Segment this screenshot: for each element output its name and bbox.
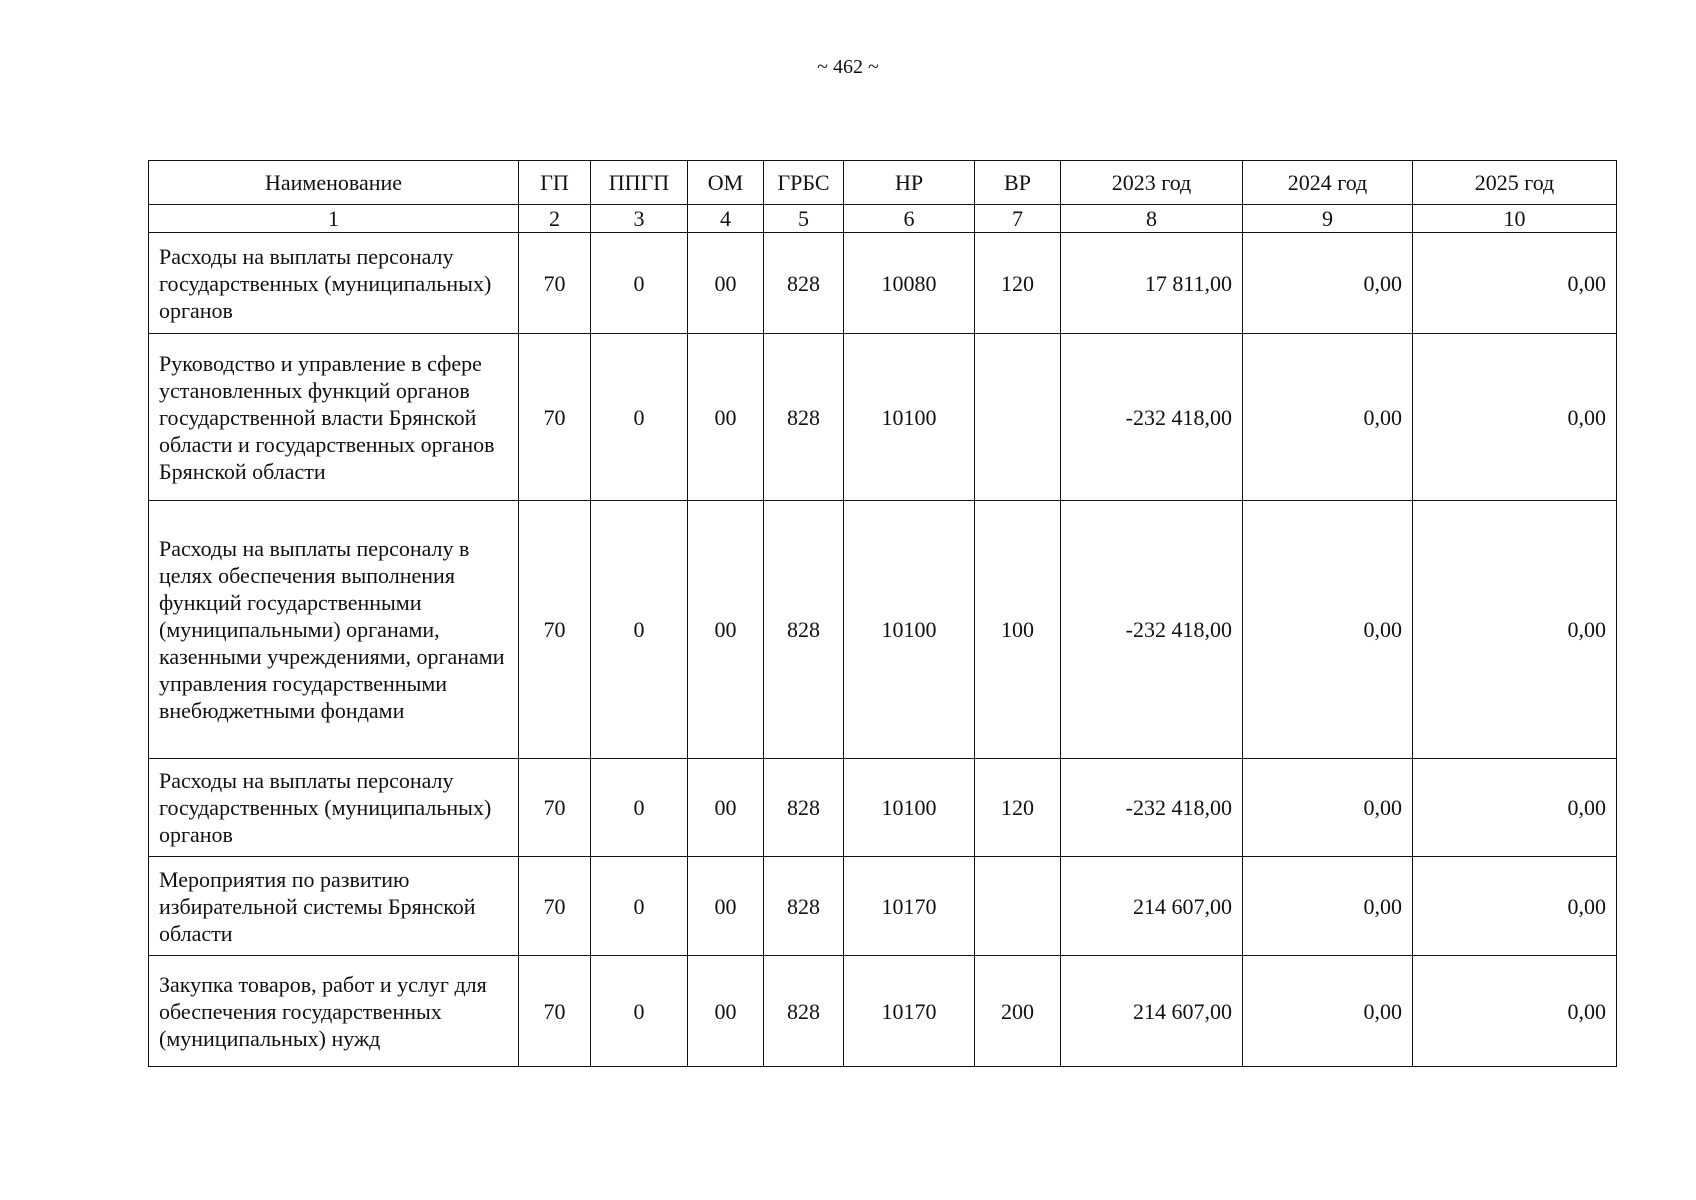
- gp-cell: 70: [519, 759, 591, 857]
- ppgp-cell: 0: [591, 233, 688, 334]
- column-number: 4: [688, 205, 764, 233]
- column-number: 2: [519, 205, 591, 233]
- amount-2023-cell: 17 811,00: [1061, 233, 1243, 334]
- amount-2025-cell: 0,00: [1413, 334, 1617, 501]
- table-row: [149, 857, 1617, 956]
- amount-2023-cell: -232 418,00: [1061, 759, 1243, 857]
- amount-2024-cell: 0,00: [1243, 334, 1413, 501]
- om-cell: 00: [688, 233, 764, 334]
- ppgp-cell: 0: [591, 334, 688, 501]
- nr-cell: 10170: [844, 857, 975, 956]
- column-number: 10: [1413, 205, 1617, 233]
- amount-2023-cell: -232 418,00: [1061, 334, 1243, 501]
- column-number: 5: [764, 205, 844, 233]
- amount-2023-cell: 214 607,00: [1061, 956, 1243, 1067]
- om-cell: 00: [688, 956, 764, 1067]
- row-name-cell: Расходы на выплаты персоналу государственных (муниципальных) органов: [149, 233, 519, 334]
- amount-2025-cell: 0,00: [1413, 857, 1617, 956]
- gp-cell: 70: [519, 956, 591, 1067]
- row-name-cell: Расходы на выплаты персоналу в целях обеспечения выполнения функций государственными (муниципальными) органами, казенными учреждениями, органами управления государственными внебюджетными фондами: [149, 501, 519, 759]
- grbs-cell: 828: [764, 956, 844, 1067]
- om-cell: 00: [688, 334, 764, 501]
- column-header-name: Наименование: [149, 161, 519, 205]
- column-number: 6: [844, 205, 975, 233]
- gp-cell: 70: [519, 233, 591, 334]
- column-header-om: ОМ: [688, 161, 764, 205]
- amount-2024-cell: 0,00: [1243, 233, 1413, 334]
- budget-table: [148, 160, 1617, 1067]
- vr-cell: 120: [975, 759, 1061, 857]
- vr-cell: [975, 334, 1061, 501]
- ppgp-cell: 0: [591, 759, 688, 857]
- ppgp-cell: 0: [591, 857, 688, 956]
- amount-2025-cell: 0,00: [1413, 956, 1617, 1067]
- vr-cell: [975, 857, 1061, 956]
- row-name-cell: Расходы на выплаты персоналу государственных (муниципальных) органов: [149, 759, 519, 857]
- vr-cell: 120: [975, 233, 1061, 334]
- amount-2025-cell: 0,00: [1413, 233, 1617, 334]
- column-number-row: [149, 205, 1617, 233]
- ppgp-cell: 0: [591, 956, 688, 1067]
- gp-cell: 70: [519, 501, 591, 759]
- row-name-cell: Руководство и управление в сфере установленных функций органов государственной власти Брянской области и государственных органов Брянской области: [149, 334, 519, 501]
- gp-cell: 70: [519, 857, 591, 956]
- amount-2023-cell: 214 607,00: [1061, 857, 1243, 956]
- amount-2025-cell: 0,00: [1413, 759, 1617, 857]
- column-header-gp: ГП: [519, 161, 591, 205]
- om-cell: 00: [688, 759, 764, 857]
- nr-cell: 10100: [844, 334, 975, 501]
- amount-2024-cell: 0,00: [1243, 956, 1413, 1067]
- table-row: [149, 233, 1617, 334]
- column-header-ppgp: ППГП: [591, 161, 688, 205]
- vr-cell: 100: [975, 501, 1061, 759]
- ppgp-cell: 0: [591, 501, 688, 759]
- nr-cell: 10100: [844, 501, 975, 759]
- gp-cell: 70: [519, 334, 591, 501]
- grbs-cell: 828: [764, 759, 844, 857]
- table-row: [149, 956, 1617, 1067]
- column-number: 7: [975, 205, 1061, 233]
- column-header-2025: 2025 год: [1413, 161, 1617, 205]
- table-row: [149, 759, 1617, 857]
- amount-2024-cell: 0,00: [1243, 759, 1413, 857]
- row-name-cell: Закупка товаров, работ и услуг для обеспечения государственных (муниципальных) нужд: [149, 956, 519, 1067]
- grbs-cell: 828: [764, 501, 844, 759]
- column-header-nr: НР: [844, 161, 975, 205]
- grbs-cell: 828: [764, 233, 844, 334]
- column-header-2023: 2023 год: [1061, 161, 1243, 205]
- amount-2024-cell: 0,00: [1243, 501, 1413, 759]
- column-header-vr: ВР: [975, 161, 1061, 205]
- om-cell: 00: [688, 857, 764, 956]
- nr-cell: 10170: [844, 956, 975, 1067]
- nr-cell: 10080: [844, 233, 975, 334]
- amount-2024-cell: 0,00: [1243, 857, 1413, 956]
- vr-cell: 200: [975, 956, 1061, 1067]
- amount-2025-cell: 0,00: [1413, 501, 1617, 759]
- amount-2023-cell: -232 418,00: [1061, 501, 1243, 759]
- header-row: [149, 161, 1617, 205]
- nr-cell: 10100: [844, 759, 975, 857]
- column-header-grbs: ГРБС: [764, 161, 844, 205]
- grbs-cell: 828: [764, 334, 844, 501]
- table-row: [149, 501, 1617, 759]
- column-number: 8: [1061, 205, 1243, 233]
- column-number: 3: [591, 205, 688, 233]
- column-number: 1: [149, 205, 519, 233]
- table-row: [149, 334, 1617, 501]
- om-cell: 00: [688, 501, 764, 759]
- page-number: ~ 462 ~: [817, 56, 879, 78]
- column-number: 9: [1243, 205, 1413, 233]
- row-name-cell: Мероприятия по развитию избирательной системы Брянской области: [149, 857, 519, 956]
- grbs-cell: 828: [764, 857, 844, 956]
- column-header-2024: 2024 год: [1243, 161, 1413, 205]
